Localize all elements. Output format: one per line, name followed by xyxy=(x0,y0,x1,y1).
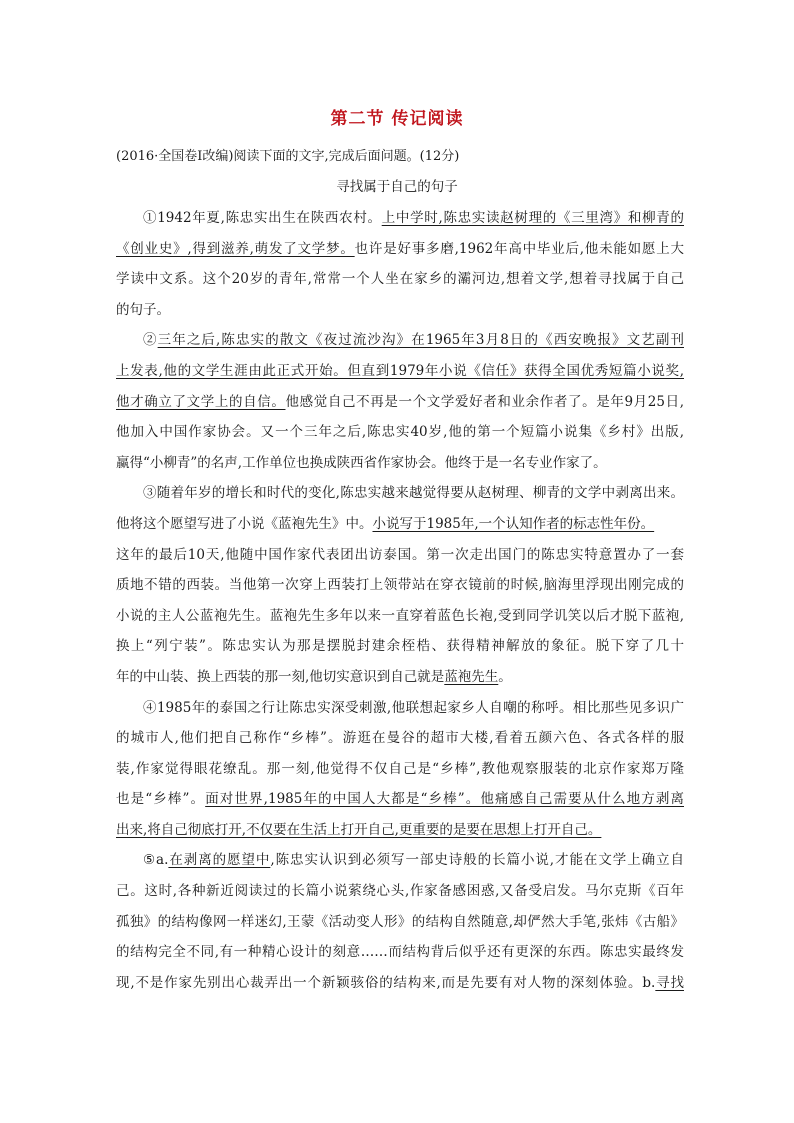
underlined-text: 出来,将自己彻底打开,不仅要在生活上打开自己,更重要的是要在思想上打开自己。 xyxy=(116,821,602,838)
text-line xyxy=(116,937,684,968)
text-segment: 现,不是作家先别出心裁弄出一个新颖骇俗的结构来,而是先要有对人物的深刻体验。b. xyxy=(116,974,656,991)
text-segment: 的结构完全不同,有一种精心设计的刻意……而结构背后似乎还有更深的东西。陈忠实最终发 xyxy=(116,944,684,961)
text-line xyxy=(116,203,684,234)
text-line xyxy=(116,417,684,448)
text-line xyxy=(116,631,684,662)
text-line xyxy=(116,448,684,479)
text-segment: 这年的最后10天,他随中国作家代表团出访泰国。第一次走出国门的陈忠实特意置办了一套 xyxy=(116,546,684,563)
text-segment: ④1985年的泰国之行让陈忠实深受刺激,他联想起家乡人自嘲的称呼。相比那些见多识广 xyxy=(143,699,684,716)
text-line xyxy=(116,325,684,356)
text-segment: ⑤a. xyxy=(143,852,169,869)
text-line xyxy=(116,754,684,785)
text-segment: ①1942年夏,陈忠实出生在陕西农村。 xyxy=(143,210,382,226)
text-segment: 他加入中国作家协会。又一个三年之后,陈忠实40岁,他的第一个短篇小说集《乡村》出版, xyxy=(116,424,684,441)
text-line xyxy=(116,815,684,846)
text-line xyxy=(116,570,684,601)
text-segment: 赢得“小柳青”的名声,工作单位也换成陕西省作家协会。他终于是一名专业作家了。 xyxy=(116,454,607,471)
text-line xyxy=(116,876,684,907)
text-line xyxy=(116,601,684,632)
text-segment: 也是“乡棒”。 xyxy=(116,791,206,808)
text-line xyxy=(116,509,684,540)
text-segment: 己。这时,各种新近阅读过的长篇小说萦绕心头,作家备感困惑,又备受启发。马尔克斯《百年 xyxy=(116,883,684,900)
underlined-text: 三年之后,陈忠实的散文《夜过流沙沟》在1965年3月8日的《西安晚报》文艺副刊 xyxy=(157,332,684,349)
text-line xyxy=(116,478,684,509)
text-line xyxy=(116,784,684,815)
text-segment: 。 xyxy=(498,668,512,685)
text-segment: 质地不错的西装。当他第一次穿上西装打上领带站在穿衣镜前的时候,脑海里浮现出刚完成的 xyxy=(116,577,684,594)
text-line xyxy=(116,693,684,724)
article-body xyxy=(116,203,684,998)
text-line xyxy=(116,295,684,326)
text-line xyxy=(116,845,684,876)
underlined-text: 他才确立了文学上的自信。 xyxy=(116,393,286,410)
section-title: 第二节 传记阅读 xyxy=(330,109,464,129)
underlined-text: 寻找 xyxy=(655,974,684,991)
text-line xyxy=(116,662,684,693)
underlined-text: 上发表,他的文学生涯由此正式开始。但直到1979年小说《信任》获得全国优秀短篇小说奖, xyxy=(116,362,684,379)
text-segment: 学读中文系。这个20岁的青年,常常一个人坐在家乡的灞河边,想着文学,想着寻找属于自己 xyxy=(116,271,684,288)
underlined-text: 上中学时,陈忠实读赵树理的《三里湾》和柳青的 xyxy=(381,210,684,226)
text-segment: 的句子。 xyxy=(116,301,170,318)
text-line xyxy=(116,264,684,295)
question-source: (2016·全国卷Ⅰ改编)阅读下面的文字,完成后面问题。(12分) xyxy=(116,149,460,164)
text-line xyxy=(116,234,684,265)
text-segment: 年的中山装、换上西装的那一刻,他切实意识到自己就是 xyxy=(116,668,445,685)
text-line xyxy=(116,907,684,938)
article-title: 寻找属于自己的句子 xyxy=(336,179,458,195)
text-segment: 他感觉自己不再是一个文学爱好者和业余作者了。是年9月25日, xyxy=(285,393,684,410)
text-segment: 换上“列宁装”。陈忠实认为那是摆脱封建余桎梏、获得精神解放的象征。脱下穿了几十 xyxy=(116,638,684,655)
underlined-text: 小说写于1985年,一个认知作者的标志性年份。 xyxy=(372,515,655,532)
text-line xyxy=(116,723,684,754)
underlined-text: 面对世界,1985年的中国人大都是“乡棒”。他痛感自己需要从什么地方剥离 xyxy=(205,791,684,808)
text-line xyxy=(116,968,684,999)
underlined-text: 蓝袍先生 xyxy=(444,668,499,685)
text-segment: ③随着年岁的增长和时代的变化,陈忠实越来越觉得要从赵树理、柳青的文学中剥离出来。 xyxy=(143,485,684,502)
text-segment: ,陈忠实认识到必须写一部史诗般的长篇小说,才能在文学上确立自 xyxy=(270,852,684,869)
text-segment: 他将这个愿望写进了小说《蓝袍先生》中。 xyxy=(116,515,373,532)
text-segment: ② xyxy=(143,332,158,349)
text-line xyxy=(116,356,684,387)
text-segment: 也许是好事多磨,1962年高中毕业后,他未能如愿上大 xyxy=(354,240,684,257)
text-line xyxy=(116,540,684,571)
text-segment: 的城市人,他们把自己称作“乡棒”。游逛在曼谷的超市大楼,看着五颜六色、各式各样的服 xyxy=(116,730,684,747)
text-segment: 小说的主人公蓝袍先生。蓝袍先生多年以来一直穿着蓝色长袍,受到同学讥笑以后才脱下蓝袍, xyxy=(116,607,684,624)
underlined-text: 在剥离的愿望中 xyxy=(168,852,271,869)
text-line xyxy=(116,387,684,418)
text-segment: 装,作家觉得眼花缭乱。那一刻,他觉得不仅自己是“乡棒”,教他观察服装的北京作家郑万隆 xyxy=(116,760,684,777)
underlined-text: 《创业史》,得到滋养,萌发了文学梦。 xyxy=(116,240,355,257)
text-segment: 孤独》的结构像网一样迷幻,王蒙《活动变人形》的结构自然随意,却俨然大手笔,张炜《古船》 xyxy=(116,913,684,930)
